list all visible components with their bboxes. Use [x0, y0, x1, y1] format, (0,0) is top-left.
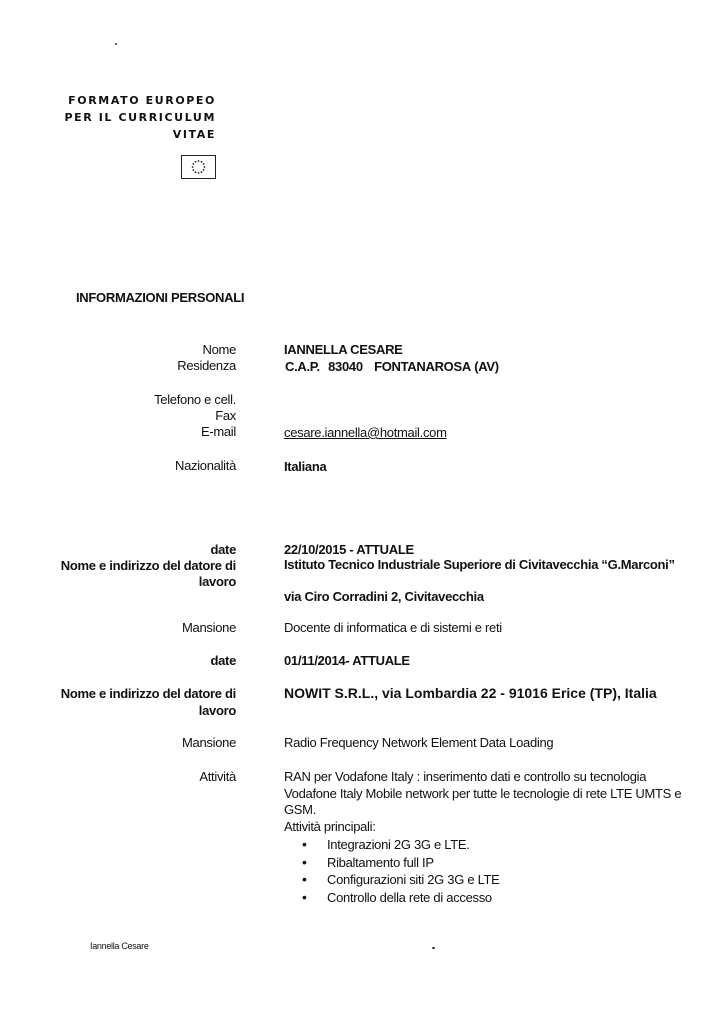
job2-employer-label-cont: lavoro [198, 703, 236, 718]
nazionalita-value: Italiana [284, 459, 327, 474]
job1-employer-address: via Ciro Corradini 2, Civitavecchia [284, 589, 484, 604]
footer-name: Iannella Cesare [90, 941, 149, 951]
job1-employer-label-cont: lavoro [198, 574, 236, 589]
job1-mansione-value: Docente di informatica e di sistemi e reti [284, 620, 502, 635]
nome-label: Nome [202, 342, 236, 357]
list-item: • Controllo della rete di accesso [300, 889, 500, 907]
job2-date-label: date [210, 653, 236, 668]
nome-value: IANNELLA CESARE [284, 342, 403, 357]
email-link[interactable]: cesare.iannella@hotmail.com [284, 425, 447, 440]
job1-employer-value: Istituto Tecnico Industriale Superiore di Civitavecchia “G.Marconi” [284, 557, 675, 572]
email-label: E-mail [200, 424, 236, 439]
scan-speck [432, 947, 435, 949]
job2-employer-value: NOWIT S.R.L., via Lombardia 22 - 91016 Erice (TP), Italia [284, 685, 657, 701]
residenza-label: Residenza [177, 358, 236, 373]
job1-mansione-label: Mansione [182, 620, 236, 635]
job2-mansione-label: Mansione [182, 735, 236, 750]
fax-label: Fax [215, 408, 236, 423]
job1-date-value: 22/10/2015 - ATTUALE [284, 542, 414, 557]
header-line-3: VITAE [172, 128, 216, 141]
job2-attivita-label: Attività [199, 769, 236, 784]
header-line-1: FORMATO EUROPEO [68, 94, 216, 107]
cv-format-header [64, 92, 216, 143]
section-title-personal-info: INFORMAZIONI PERSONALI [76, 290, 245, 305]
job1-date-label: date [210, 542, 236, 557]
list-item: • Ribaltamento full IP [300, 854, 500, 872]
job2-employer-label: Nome e indirizzo del datore di [60, 686, 236, 701]
job2-attivita-line-3: GSM. [284, 802, 317, 817]
list-item: • Integrazioni 2G 3G e LTE. [300, 836, 500, 854]
job2-mansione-value: Radio Frequency Network Element Data Loading [284, 735, 554, 750]
header-line-2: PER IL CURRICULUM [64, 111, 216, 124]
job1-employer-label: Nome e indirizzo del datore di [60, 558, 236, 573]
residenza-cap-number: 83040 [328, 359, 363, 374]
job2-attivita-line-1: RAN per Vodafone Italy : inserimento dati e controllo su tecnologia [284, 769, 647, 784]
job2-attivita-principali: Attività principali: [284, 819, 376, 834]
job2-attivita-line-2: Vodafone Italy Mobile network per tutte le tecnologie di rete LTE UMTS e [284, 786, 682, 801]
residenza-province: (AV) [474, 359, 499, 374]
job2-activities-list [300, 836, 500, 906]
eu-flag-icon [181, 155, 216, 179]
nazionalita-label: Nazionalità [174, 458, 236, 473]
telefono-label: Telefono e cell. [154, 392, 236, 407]
residenza-city: FONTANAROSA [374, 359, 471, 374]
residenza-cap-label: C.A.P. [285, 359, 320, 374]
job2-date-value: 01/11/2014- ATTUALE [284, 653, 410, 668]
residenza-value [285, 359, 499, 375]
list-item: • Configurazioni siti 2G 3G e LTE [300, 871, 500, 889]
scan-speck [115, 43, 117, 45]
